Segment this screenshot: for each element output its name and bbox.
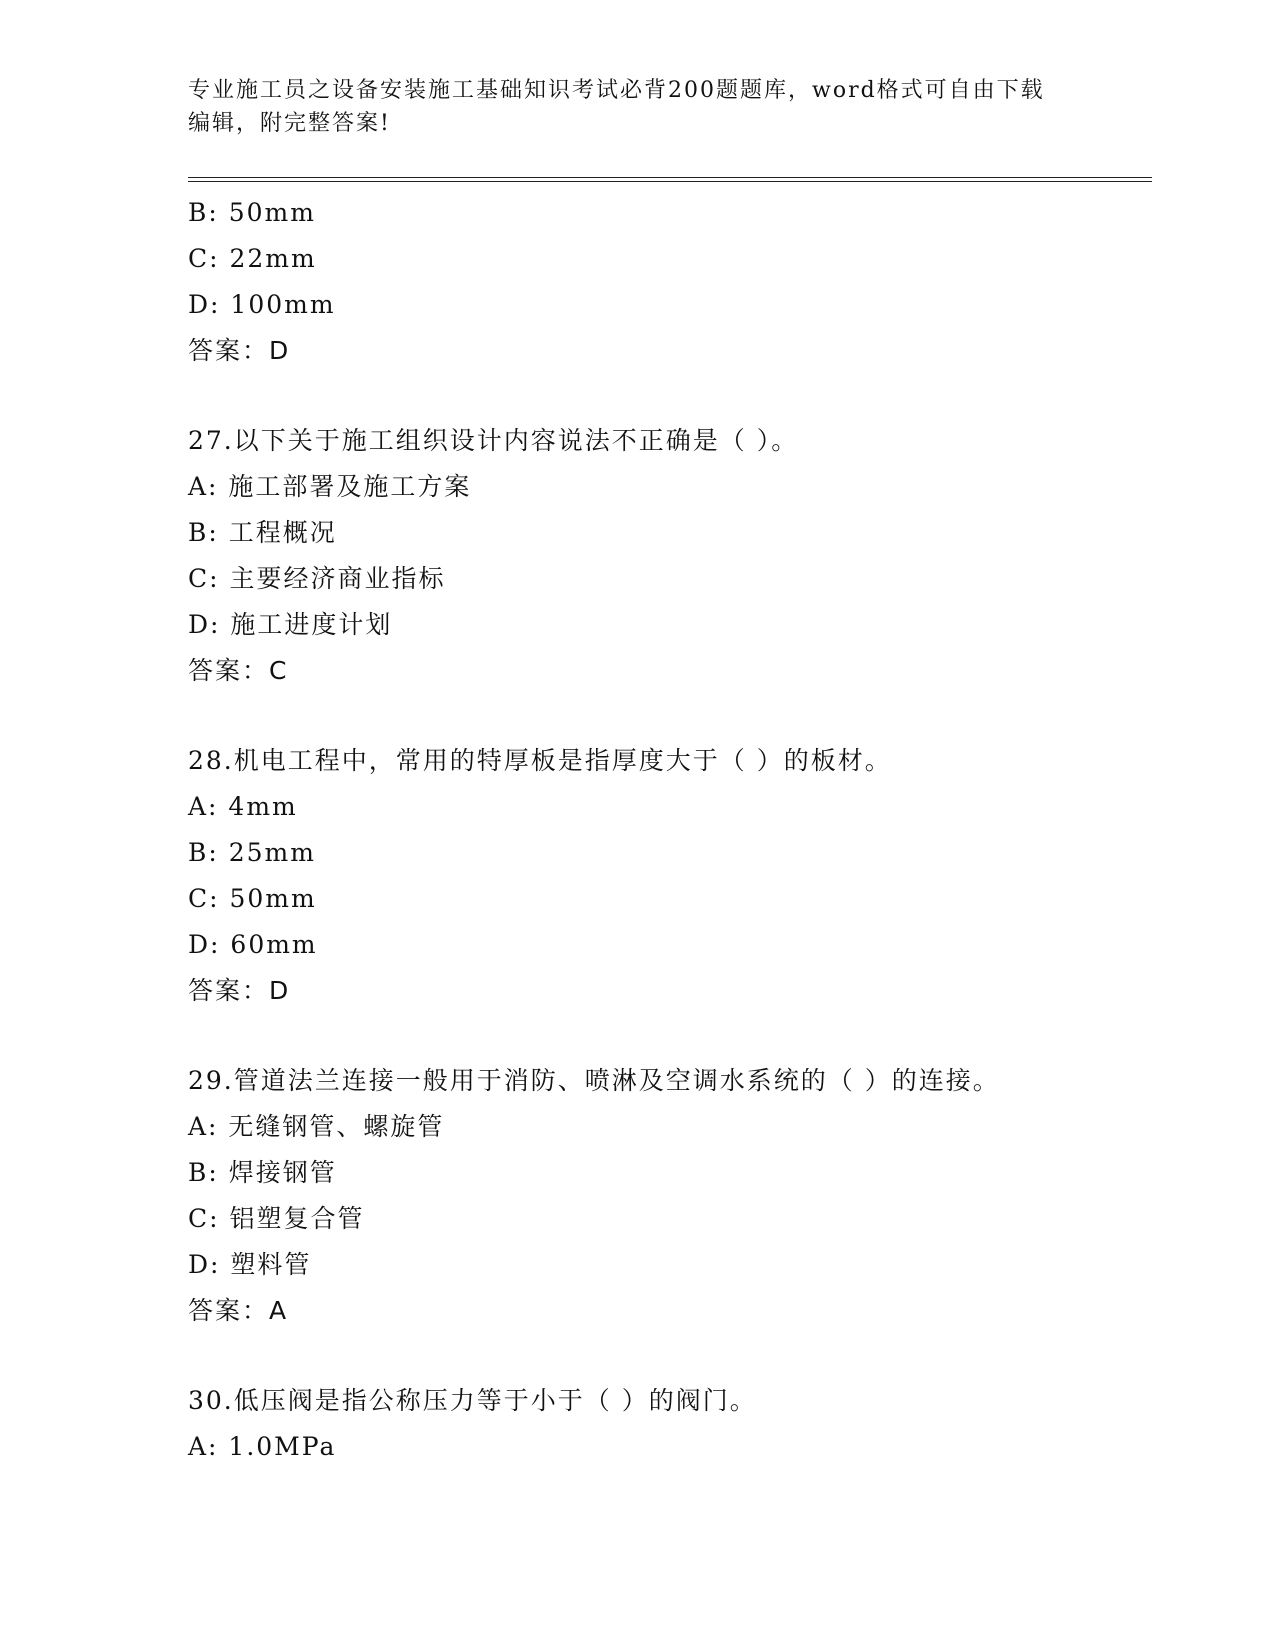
option-c: C: 主要经济商业指标 — [188, 564, 446, 593]
option-d: D: 100mm — [188, 290, 336, 319]
option-b: B: 50mm — [188, 198, 316, 227]
option-a: A: 4mm — [188, 792, 298, 821]
answer: 答案：D — [188, 336, 291, 365]
question-29 — [188, 1058, 1148, 1334]
option-a: A: 施工部署及施工方案 — [188, 472, 472, 501]
option-c: C: 50mm — [188, 884, 317, 913]
header-line-2: 编辑，附完整答案! — [188, 111, 391, 136]
header-divider-bottom — [188, 181, 1152, 182]
option-b: B: 工程概况 — [188, 518, 337, 547]
option-c: C: 铝塑复合管 — [188, 1204, 365, 1233]
question-stem: 28.机电工程中，常用的特厚板是指厚度大于（ ）的板材。 — [188, 746, 892, 775]
option-a: A: 无缝钢管、螺旋管 — [188, 1112, 445, 1141]
header-divider-top — [188, 177, 1152, 178]
header-line-1: 专业施工员之设备安装施工基础知识考试必背200题题库，word格式可自由下载 — [188, 78, 1045, 103]
question-stem: 29.管道法兰连接一般用于消防、喷淋及空调水系统的（ ）的连接。 — [188, 1066, 1000, 1095]
question-26-continued — [188, 190, 1148, 374]
question-28 — [188, 738, 1148, 1014]
answer: 答案：A — [188, 1296, 289, 1325]
question-list — [188, 190, 1148, 1470]
option-c: C: 22mm — [188, 244, 317, 273]
option-d: D: 施工进度计划 — [188, 610, 393, 639]
option-b: B: 25mm — [188, 838, 316, 867]
question-27 — [188, 418, 1148, 694]
answer: 答案：D — [188, 976, 291, 1005]
option-d: D: 60mm — [188, 930, 318, 959]
document-header — [188, 74, 1068, 140]
question-stem: 27.以下关于施工组织设计内容说法不正确是（ ）。 — [188, 426, 799, 455]
question-stem: 30.低压阀是指公称压力等于小于（ ）的阀门。 — [188, 1386, 757, 1415]
option-a: A: 1.0MPa — [188, 1432, 337, 1461]
option-b: B: 焊接钢管 — [188, 1158, 337, 1187]
option-d: D: 塑料管 — [188, 1250, 312, 1279]
question-30 — [188, 1378, 1148, 1470]
answer: 答案：C — [188, 656, 289, 685]
